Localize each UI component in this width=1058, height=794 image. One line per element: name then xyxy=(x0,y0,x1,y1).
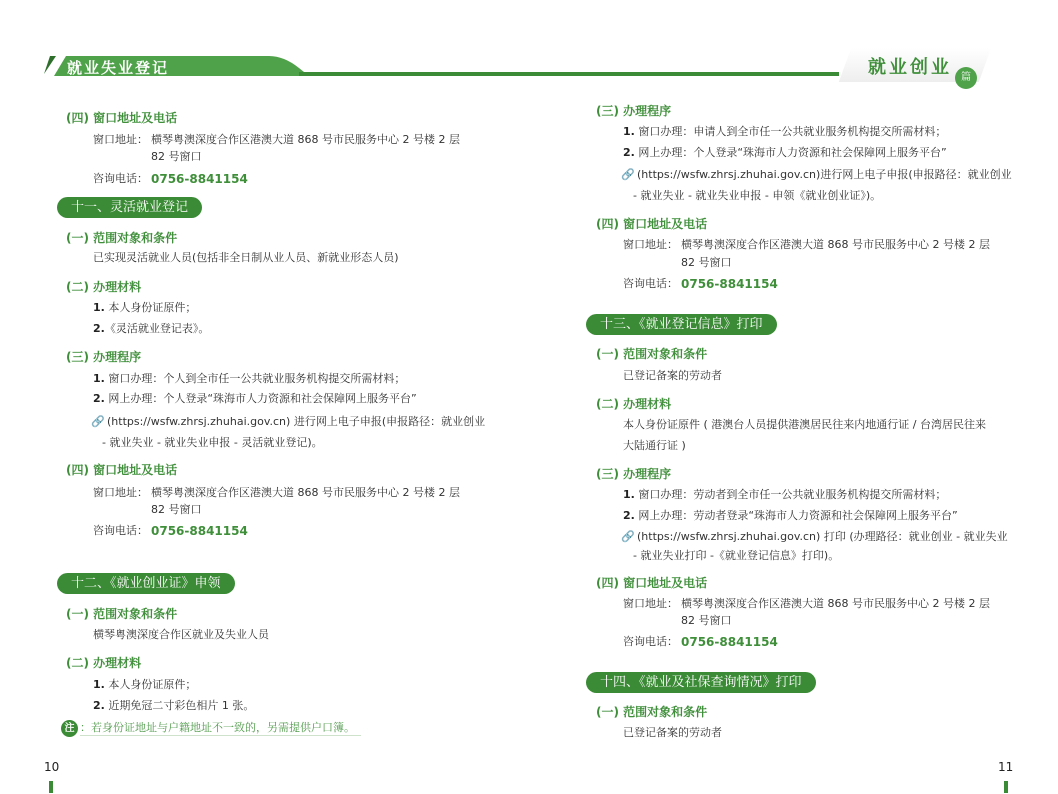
address-text: 82 号窗口 xyxy=(681,614,732,627)
link-icon: 🔗 xyxy=(91,415,105,428)
list-text: 窗口办理：个人到全市任一公共就业服务机构提交所需材料； xyxy=(108,372,406,385)
list-text: 《灵活就业登记表》。 xyxy=(104,322,210,335)
address-text: 82 号窗口 xyxy=(681,256,732,269)
address-text: 横琴粤澳深度合作区港澳大道 868 号市民服务中心 2 号楼 2 层 xyxy=(681,597,990,610)
list-text: 近期免冠二寸彩色相片 1 张。 xyxy=(108,699,255,712)
list-item xyxy=(93,371,405,387)
link-line xyxy=(621,167,1012,183)
section-title-pill: 十三、《就业登记信息》打印 xyxy=(586,314,777,335)
phone-label: 咨询电话： xyxy=(623,277,678,290)
list-num: 2. xyxy=(93,392,105,405)
list-num: 1. xyxy=(623,125,635,138)
body-text: - 就业失业 - 就业失业申报 - 灵活就业登记)。 xyxy=(102,436,323,449)
section-heading: (二) 办理材料 xyxy=(596,397,672,411)
list-num: 1. xyxy=(93,678,105,691)
body-text: - 就业失业 - 就业失业申报 - 申领《就业创业证》)。 xyxy=(633,189,882,202)
phone-number: 0756-8841154 xyxy=(151,524,248,538)
list-text: 窗口办理：劳动者到全市任一公共就业服务机构提交所需材料； xyxy=(638,488,947,501)
list-item xyxy=(623,145,947,161)
body-text: 已登记备案的劳动者 xyxy=(623,726,722,739)
address-label: 窗口地址： xyxy=(93,486,148,499)
list-item xyxy=(93,677,196,693)
list-item xyxy=(623,487,946,503)
list-num: 2. xyxy=(623,509,635,522)
section-heading: (一) 范围对象和条件 xyxy=(66,607,178,621)
address-label: 窗口地址： xyxy=(623,238,678,251)
section-heading: (三) 办理程序 xyxy=(596,467,672,481)
section-heading: (一) 范围对象和条件 xyxy=(596,347,708,361)
section-heading: (二) 办理材料 xyxy=(66,656,142,670)
link-icon: 🔗 xyxy=(621,530,635,543)
phone-label: 咨询电话： xyxy=(623,635,678,648)
section-heading: (一) 范围对象和条件 xyxy=(66,231,178,245)
list-item xyxy=(93,300,196,316)
address-text: 82 号窗口 xyxy=(151,503,202,516)
list-text: 窗口办理：申请人到全市任一公共就业服务机构提交所需材料； xyxy=(638,125,947,138)
list-num: 1. xyxy=(93,372,105,385)
section-heading: (四) 窗口地址及电话 xyxy=(596,217,708,231)
section-heading: (二) 办理材料 xyxy=(66,280,142,294)
list-text: 网上办理：个人登录“珠海市人力资源和社会保障网上服务平台” xyxy=(638,146,947,159)
body-text: 横琴粤澳深度合作区就业及失业人员 xyxy=(93,628,269,641)
address-text: 横琴粤澳深度合作区港澳大道 868 号市民服务中心 2 号楼 2 层 xyxy=(151,486,460,499)
section-heading: (一) 范围对象和条件 xyxy=(596,705,708,719)
note-badge: 注 xyxy=(61,720,78,737)
header-left-title: 就业失业登记 xyxy=(67,59,170,77)
body-text: 本人身份证原件 ( 港澳台人员提供港澳居民往来内地通行证 / 台湾居民往来 xyxy=(623,418,986,431)
page-marker xyxy=(1004,781,1008,793)
body-text: - 就业失业打印 -《就业登记信息》打印)。 xyxy=(633,549,840,562)
section-title-pill: 十四、《就业及社保查询情况》打印 xyxy=(586,672,816,693)
link-icon: 🔗 xyxy=(621,168,635,181)
list-text: 本人身份证原件； xyxy=(108,678,197,691)
url-text: (https://wsfw.zhrsj.zhuhai.gov.cn) 打印 (办理路径：就业创业 - 就业失业 xyxy=(637,530,1008,543)
link-line xyxy=(621,529,1008,545)
list-item xyxy=(93,391,417,407)
link-line xyxy=(91,414,485,430)
body-text: 大陆通行证 ) xyxy=(623,439,686,452)
phone-number: 0756-8841154 xyxy=(151,172,248,186)
list-text: 网上办理：个人登录“珠海市人力资源和社会保障网上服务平台” xyxy=(108,392,417,405)
address-text: 横琴粤澳深度合作区港澳大道 868 号市民服务中心 2 号楼 2 层 xyxy=(681,238,990,251)
page-number: 10 xyxy=(44,760,60,774)
url-text: (https://wsfw.zhrsj.zhuhai.gov.cn) 进行网上电子申报(申报路径：就业创业 xyxy=(107,415,486,428)
address-label: 窗口地址： xyxy=(623,597,678,610)
section-heading: (三) 办理程序 xyxy=(66,350,142,364)
section-heading: (四) 窗口地址及电话 xyxy=(66,463,178,477)
list-item xyxy=(623,124,946,140)
phone-label: 咨询电话： xyxy=(93,172,148,185)
address-text: 横琴粤澳深度合作区港澳大道 868 号市民服务中心 2 号楼 2 层 xyxy=(151,133,460,146)
list-num: 1. xyxy=(623,488,635,501)
list-text: 网上办理：劳动者登录“珠海市人力资源和社会保障网上服务平台” xyxy=(638,509,958,522)
header-badge: 篇 xyxy=(955,67,977,89)
body-text: 已实现灵活就业人员(包括非全日制从业人员、新就业形态人员) xyxy=(93,251,399,264)
section-title-pill: 十一、灵活就业登记 xyxy=(57,197,202,218)
page-number: 11 xyxy=(998,760,1014,774)
section-title-pill: 十二、《就业创业证》申领 xyxy=(57,573,235,594)
address-label: 窗口地址： xyxy=(93,133,148,146)
note-text: ：若身份证地址与户籍地址不一致的，另需提供户口簿。 xyxy=(80,720,361,736)
list-num: 1. xyxy=(93,301,105,314)
phone-number: 0756-8841154 xyxy=(681,635,778,649)
list-text: 本人身份证原件； xyxy=(108,301,197,314)
section-heading: (四) 窗口地址及电话 xyxy=(596,576,708,590)
address-text: 82 号窗口 xyxy=(151,150,202,163)
phone-label: 咨询电话： xyxy=(93,524,148,537)
list-item xyxy=(93,321,209,337)
list-item xyxy=(93,698,254,714)
header-right-title: 就业创业 xyxy=(868,57,952,78)
page-marker xyxy=(49,781,53,793)
list-num: 2. xyxy=(623,146,635,159)
url-text: (https://wsfw.zhrsj.zhuhai.gov.cn)进行网上电子申报(申报路径：就业创业 xyxy=(637,168,1012,181)
phone-number: 0756-8841154 xyxy=(681,277,778,291)
list-num: 2. xyxy=(93,322,105,335)
section-heading: (三) 办理程序 xyxy=(596,104,672,118)
list-num: 2. xyxy=(93,699,105,712)
body-text: 已登记备案的劳动者 xyxy=(623,369,722,382)
list-item xyxy=(623,508,958,524)
section-heading: (四) 窗口地址及电话 xyxy=(66,111,178,125)
